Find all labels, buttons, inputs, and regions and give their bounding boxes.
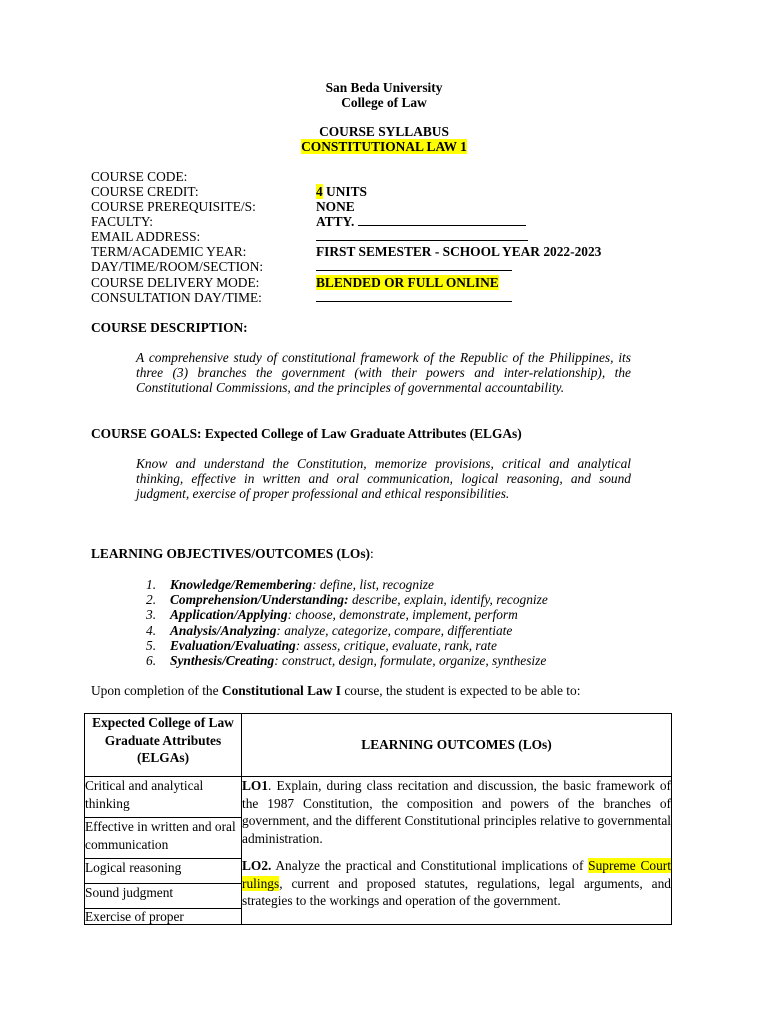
learning-outcomes-cell	[242, 777, 672, 925]
row-course-credit	[91, 184, 731, 199]
objective-number: 4.	[146, 622, 157, 638]
lo1-text: . Explain, during class recitation and discussion, the basic framework of the 1987 Constitution, the composition and powers of the branches of government, and the different Constitutional principles relative to governmental administration.	[242, 778, 671, 846]
row-email	[91, 229, 731, 244]
elga-column-header: Expected College of Law Graduate Attributes (ELGAs)	[85, 714, 242, 777]
objective-desc: : analyze, categorize, compare, differentiate	[276, 622, 513, 638]
course-description-text: A comprehensive study of constitutional framework of the Republic of the Philippines, its three (3) branches the government (with their powers and inter-relationship), the Constitutional Commissions, and the principles of governmental accountability.	[136, 350, 631, 396]
objective-desc: : choose, demonstrate, implement, perform	[287, 607, 518, 623]
objective-number: 6.	[146, 652, 157, 668]
course-goals-text: Know and understand the Constitution, memorize provisions, critical and analytical thinking, effective in written and oral communication, logical reasoning, and sound judgment, exercise of proper professional and ethical responsibilities.	[136, 456, 631, 502]
course-code-label: COURSE CODE:	[91, 169, 188, 184]
learning-objectives-list	[136, 577, 548, 668]
objective-term: Synthesis/Creating	[170, 652, 275, 668]
day-time-room-label: DAY/TIME/ROOM/SECTION:	[91, 259, 264, 274]
row-consultation	[91, 290, 731, 305]
objective-term: Comprehension/Understanding:	[170, 592, 349, 608]
university-name: San Beda University	[325, 80, 443, 95]
lo2-paragraph	[242, 857, 671, 910]
objective-number: 3.	[146, 607, 157, 623]
term-label: TERM/ACADEMIC YEAR:	[91, 244, 247, 259]
objective-desc: : assess, critique, evaluate, rank, rate	[295, 637, 497, 653]
objective-item	[136, 623, 548, 638]
lo1-paragraph	[242, 777, 671, 847]
objective-desc: : define, list, recognize	[312, 577, 434, 592]
row-day-time-room	[91, 259, 731, 274]
term-value: FIRST SEMESTER - SCHOOL YEAR 2022-2023	[316, 244, 602, 259]
course-credit-value	[316, 184, 367, 199]
consultation-value	[316, 290, 512, 305]
objective-desc: : construct, design, formulate, organize, synthesize	[274, 652, 547, 668]
row-faculty	[91, 214, 731, 229]
lo2-text-end: , current and proposed statutes, regulations, legal arguments, and strategies to the workings and operation of the government.	[242, 875, 671, 908]
objective-item	[136, 653, 548, 668]
completion-statement	[91, 683, 580, 698]
course-title: CONSTITUTIONAL LAW 1	[301, 139, 467, 154]
objective-term: Analysis/Analyzing	[170, 622, 277, 638]
course-goals-heading: COURSE GOALS: Expected College of Law Graduate Attributes (ELGAs)	[91, 426, 522, 441]
lo-column-header: LEARNING OUTCOMES (LOs)	[242, 714, 672, 777]
objective-term: Knowledge/Remembering	[170, 577, 313, 592]
delivery-mode-label: COURSE DELIVERY MODE:	[91, 275, 260, 290]
completion-suffix: course, the student is expected to be able to:	[340, 683, 581, 698]
attribute-cell: Exercise of proper	[85, 909, 242, 925]
prerequisite-value: NONE	[316, 199, 355, 214]
attribute-cell: Sound judgment	[85, 884, 242, 909]
objective-term: Evaluation/Evaluating	[170, 637, 296, 653]
faculty-label: FACULTY:	[91, 214, 154, 229]
learning-objectives-colon: :	[370, 546, 374, 561]
lo2-label: LO2.	[242, 858, 272, 873]
row-prerequisite	[91, 199, 731, 214]
prerequisite-label: COURSE PREREQUISITE/S:	[91, 199, 256, 214]
faculty-value	[316, 214, 526, 229]
day-time-blank-line	[316, 259, 512, 271]
elga-lo-table	[84, 713, 672, 925]
course-title-line	[0, 139, 768, 154]
course-description-heading: COURSE DESCRIPTION:	[91, 320, 248, 335]
email-blank-line	[316, 229, 528, 241]
document-type: COURSE SYLLABUS	[319, 124, 449, 139]
objective-desc: describe, explain, identify, recognize	[348, 592, 548, 608]
objective-number: 5.	[146, 637, 157, 653]
objective-item	[136, 577, 548, 592]
lo2-highlight: Supreme Court rulings	[242, 858, 671, 891]
lo1-label: LO1	[242, 778, 269, 793]
objective-term: Application/Applying	[170, 607, 288, 623]
objective-item	[136, 638, 548, 653]
table-header-row	[85, 714, 672, 777]
delivery-mode-value: BLENDED OR FULL ONLINE	[316, 275, 499, 290]
course-credit-unit: UNITS	[322, 184, 367, 199]
attribute-cell: Logical reasoning	[85, 859, 242, 884]
objective-item	[136, 607, 548, 622]
attribute-cell: Effective in written and oral communication	[85, 818, 242, 859]
consultation-blank-line	[316, 290, 512, 302]
attribute-cell: Critical and analytical thinking	[85, 777, 242, 818]
email-value	[316, 229, 528, 244]
day-time-room-value	[316, 259, 512, 274]
email-label: EMAIL ADDRESS:	[91, 229, 201, 244]
completion-prefix: Upon completion of the	[91, 683, 222, 698]
lo2-text-start: Analyze the practical and Constitutional implications of	[271, 858, 589, 873]
row-term	[91, 244, 731, 259]
objective-number: 2.	[146, 592, 157, 608]
row-course-code	[91, 169, 731, 184]
faculty-title: ATTY.	[316, 214, 358, 229]
objective-item	[136, 592, 548, 607]
table-row	[85, 777, 672, 818]
learning-objectives-heading	[91, 546, 374, 561]
row-delivery-mode	[91, 275, 731, 290]
faculty-blank-line	[358, 214, 526, 226]
learning-objectives-title: LEARNING OBJECTIVES/OUTCOMES (LOs)	[91, 546, 371, 561]
course-credit-number: 4	[316, 184, 323, 199]
consultation-label: CONSULTATION DAY/TIME:	[91, 290, 262, 305]
completion-course-name: Constitutional Law I	[221, 683, 341, 698]
college-name: College of Law	[341, 95, 427, 110]
course-credit-label: COURSE CREDIT:	[91, 184, 199, 199]
objective-number: 1.	[146, 577, 157, 592]
